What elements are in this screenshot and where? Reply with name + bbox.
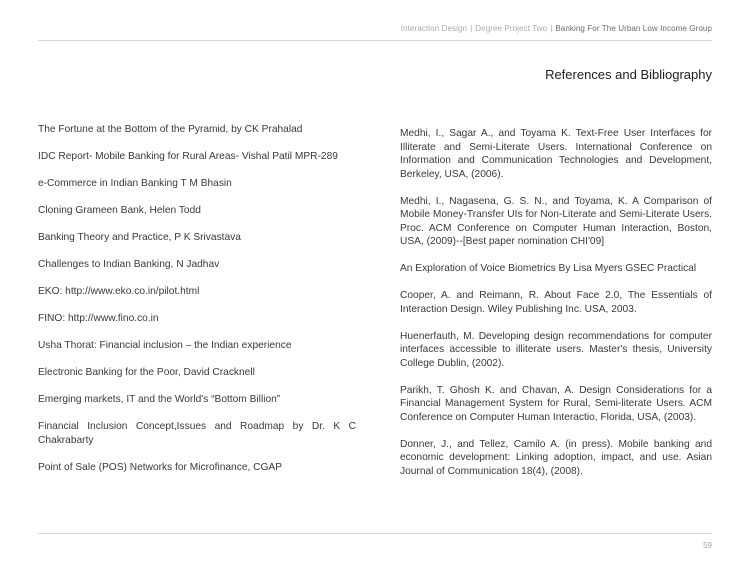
reference-item: The Fortune at the Bottom of the Pyramid, by CK Prahalad xyxy=(38,124,303,135)
right-reference-list xyxy=(400,127,712,492)
reference-item: Medhi, I., Sagar A., and Toyama K. Text-Free User Interfaces for Illiterate and Semi-Literate Users. International Conference on Information and Communication Technologies and Development, Berkeley, USA, (2006). xyxy=(400,128,712,180)
page-number: 59 xyxy=(703,541,712,550)
footer-divider xyxy=(38,533,712,534)
header-crumb-degree-project: Degree Project Two xyxy=(475,24,548,33)
reference-item: IDC Report- Mobile Banking for Rural Areas- Vishal Patil MPR-289 xyxy=(38,151,338,162)
reference-item: Huenerfauth, M. Developing design recommendations for computer interfaces accessible to illiterate users. Master's thesis, University College Dublin, (2002). xyxy=(400,330,712,369)
header-crumb-project-title: Banking For The Urban Low Income Group xyxy=(555,24,712,33)
reference-item: Point of Sale (POS) Networks for Microfinance, CGAP xyxy=(38,461,283,473)
reference-item: FINO: http://www.fino.co.in xyxy=(38,313,159,324)
reference-item: Donner, J., and Tellez, Camilo A. (in press). Mobile banking and economic development: Linking adoption, impact, and use. Asian Journal of Communication 18(4), (2008). xyxy=(400,438,712,477)
reference-item: e-Commerce in Indian Banking T M Bhasin xyxy=(38,178,232,189)
reference-item: Banking Theory and Practice, P K Srivastava xyxy=(38,232,241,243)
reference-item: Financial Inclusion Concept,Issues and Roadmap by Dr. K C Chakrabarty xyxy=(38,421,356,446)
header-separator: | xyxy=(470,24,473,33)
reference-item: Emerging markets, IT and the World's “Bottom Billion” xyxy=(38,394,281,405)
header-divider xyxy=(38,40,712,41)
page-title: References and Bibliography xyxy=(545,67,712,82)
reference-item: Usha Thorat: Financial inclusion – the Indian experience xyxy=(38,340,292,351)
reference-item: Medhi, I., Nagasena, G. S. N., and Toyama, K. A Comparison of Mobile Money-Transfer UIs for Non-Literate and Semi-Literate Users. Proc. ACM Conference on Computer Human Interaction, Boston, USA, (2009)--[Best paper nomination CHI'09] xyxy=(400,195,712,247)
reference-item: Challenges to Indian Banking, N Jadhav xyxy=(38,259,220,270)
reference-item: EKO: http://www.eko.co.in/pilot.html xyxy=(38,286,200,297)
left-reference-list xyxy=(38,123,356,488)
reference-item: An Exploration of Voice Biometrics By Lisa Myers GSEC Practical xyxy=(400,263,697,274)
reference-item: Parikh, T. Ghosh K. and Chavan, A. Design Considerations for a Financial Management System for Rural, Semi-literate Users. ACM Conference on Computer Human Interactio, Florida, USA, (2003). xyxy=(400,384,712,423)
reference-item: Cooper, A. and Reimann, R. About Face 2.0, The Essentials of Interaction Design. Wiley Publishing Inc. USA, 2003. xyxy=(400,290,712,315)
header-separator: | xyxy=(550,24,553,33)
running-header xyxy=(401,24,712,33)
reference-item: Electronic Banking for the Poor, David Cracknell xyxy=(38,367,255,378)
header-crumb-interaction-design: Interaction Design xyxy=(400,24,468,33)
reference-item: Cloning Grameen Bank, Helen Todd xyxy=(38,205,201,216)
